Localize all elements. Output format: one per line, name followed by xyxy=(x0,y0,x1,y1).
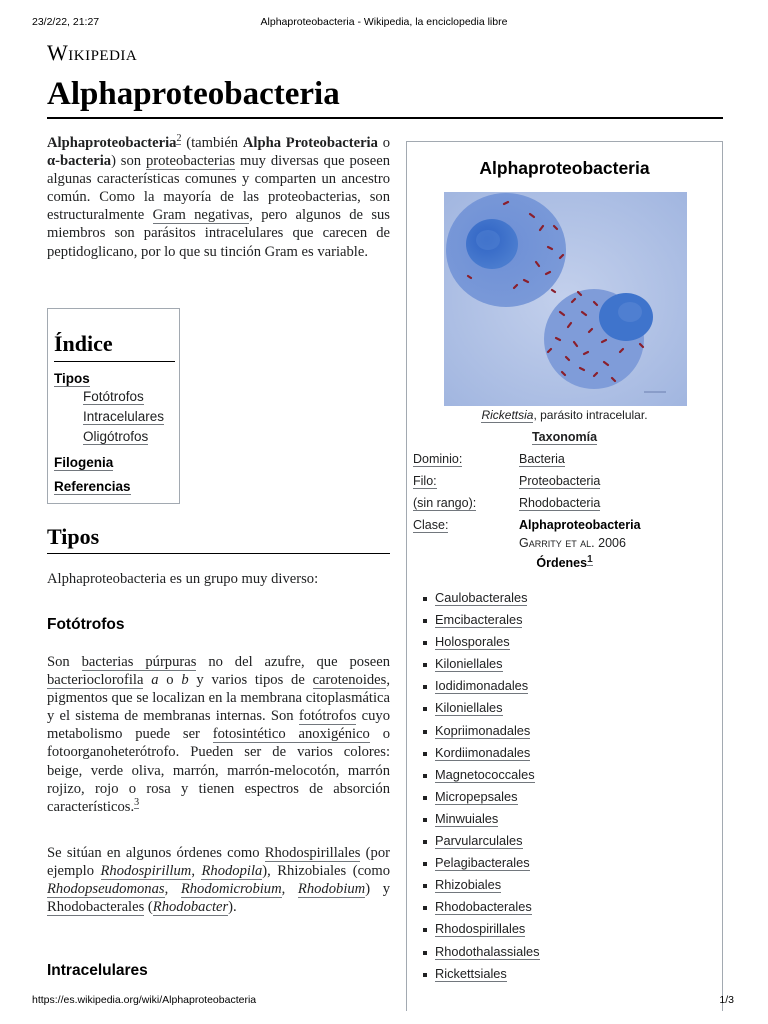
toc-item-tipos[interactable]: Tipos xyxy=(54,371,90,386)
text: o xyxy=(377,135,390,151)
taxobox-title: Alphaproteobacteria xyxy=(479,158,650,178)
text: o fotoorganoheterótrofo. Pueden ser de varios colores: beige, verde oliva, marrón, marrón-melocotón, marrón rojizo, rojo o rosa y tienen espectros de absorción característicos. xyxy=(47,726,390,815)
orders-list xyxy=(423,590,540,988)
print-date: 23/2/22, 21:27 xyxy=(32,16,100,28)
order-link[interactable]: Emcibacterales xyxy=(435,612,523,628)
order-list-item xyxy=(423,966,540,988)
text: no del azufre, que poseen xyxy=(196,654,390,670)
toc-title: Índice xyxy=(54,331,113,356)
print-footer xyxy=(0,994,768,1008)
intro-paragraph xyxy=(47,134,390,261)
link-proteobacterias[interactable]: proteobacterias xyxy=(145,153,236,170)
taxonomy-row xyxy=(407,518,722,538)
link-fototrofos[interactable]: fotótrofos xyxy=(298,708,357,725)
alt-name: Alpha Proteobacteria xyxy=(242,135,378,151)
fototrofos-paragraph-2 xyxy=(47,844,390,916)
order-link[interactable]: Caulobacterales xyxy=(435,590,528,605)
text: o xyxy=(158,672,182,689)
toc-item-oligotrofos[interactable]: Oligótrofos xyxy=(83,429,149,444)
taxonomy-rank[interactable]: (sin rango): xyxy=(413,496,477,510)
text: ), Rhizobiales (como xyxy=(262,863,390,880)
text-italic: a xyxy=(151,672,159,689)
print-page-title: Alphaproteobacteria - Wikipedia, la enciclopedia libre xyxy=(260,16,508,28)
link-rhodopseudomonas[interactable]: Rhodopseudomonas xyxy=(47,881,165,898)
order-list-item xyxy=(423,944,540,966)
order-list-item xyxy=(423,789,540,811)
fototrofos-paragraph-1 xyxy=(47,653,390,816)
taxonomy-value-current: Alphaproteobacteria xyxy=(519,518,641,532)
order-list-item xyxy=(423,700,540,722)
caption-italic[interactable]: Rickettsia xyxy=(481,408,534,422)
order-list-item xyxy=(423,723,540,745)
link-rhodospirillales[interactable]: Rhodospirillales xyxy=(264,845,361,861)
orders-heading-text: Órdenes xyxy=(536,556,588,570)
taxonomy-heading xyxy=(407,430,722,444)
tipos-paragraph: Alphaproteobacteria es un grupo muy diverso: xyxy=(47,571,319,587)
toc-item-referencias[interactable]: Referencias xyxy=(54,479,131,494)
order-list-item xyxy=(423,767,540,789)
text: , xyxy=(164,881,181,898)
order-list-item xyxy=(423,612,540,634)
text: muy diversas que poseen algunas características comunes y comparten un ancestro común. Como la mayoría de las proteobacterias, son estructuralmente xyxy=(47,153,390,224)
wikipedia-wordmark[interactable] xyxy=(47,40,137,66)
ref-link[interactable]: 1 xyxy=(587,553,593,565)
text: ) son xyxy=(111,153,146,170)
taxonomy-row xyxy=(407,452,722,472)
order-link[interactable]: Kiloniellales xyxy=(435,656,503,672)
order-list-item xyxy=(423,678,540,700)
order-link[interactable]: Holosporales xyxy=(435,634,510,650)
taxonomy-value[interactable]: Proteobacteria xyxy=(519,474,601,488)
text: ( xyxy=(144,899,153,916)
order-link[interactable]: Magnetococcales xyxy=(435,766,535,782)
taxonomy-row xyxy=(407,496,722,516)
link-fotosintetico-anoxigenico[interactable]: fotosintético anoxigénico xyxy=(212,726,370,743)
table-of-contents xyxy=(47,308,180,504)
taxonomy-value[interactable]: Rhodobacteria xyxy=(519,496,601,510)
intro-term: Alphaproteobacteria xyxy=(47,135,177,151)
text: Se sitúan en algunos órdenes como xyxy=(47,845,265,861)
text: ). xyxy=(228,899,237,916)
print-page-number: 1/3 xyxy=(719,994,734,1006)
text: , xyxy=(281,881,298,898)
toc-item-fototrofos[interactable]: Fotótrofos xyxy=(83,389,144,404)
wordmark-text: Wikipedia xyxy=(47,40,138,65)
ref-link[interactable]: 3 xyxy=(134,796,140,808)
link-rhodobacter[interactable]: Rhodobacter xyxy=(152,899,229,916)
taxonomy-rank[interactable]: Dominio: xyxy=(413,452,463,466)
text: , pero algunos de sus miembros son parásitos intracelulares que carecen de peptidoglicano, por lo que su tinción Gram es variable. xyxy=(47,207,390,260)
taxonomy-value[interactable]: Bacteria xyxy=(519,452,565,466)
order-link[interactable]: Rickettsiales xyxy=(435,965,507,981)
order-list-item xyxy=(423,833,540,855)
order-link[interactable]: Kordiimonadales xyxy=(435,744,531,760)
toc-divider xyxy=(54,361,175,362)
link-rhodobacterales[interactable]: Rhodobacterales xyxy=(47,899,145,916)
link-rhodospirillum[interactable]: Rhodospirillum xyxy=(100,863,192,880)
toc-item-intracelulares[interactable]: Intracelulares xyxy=(83,409,165,424)
order-link[interactable]: Kopriimonadales xyxy=(435,722,531,738)
order-list-item xyxy=(423,745,540,767)
link-bacterioclorofila[interactable]: bacterioclorofila xyxy=(47,672,144,689)
link-carotenoides[interactable]: carotenoides xyxy=(312,672,387,689)
taxonomy-link[interactable]: Taxonomía xyxy=(531,430,598,444)
print-header xyxy=(0,16,768,30)
taxobox-caption xyxy=(407,408,722,422)
order-list-item xyxy=(423,811,540,833)
title-divider xyxy=(47,117,723,119)
section-divider xyxy=(47,553,390,554)
order-list-item xyxy=(423,656,540,678)
link-rhodomicrobium[interactable]: Rhodomicrobium xyxy=(180,881,282,898)
order-link[interactable]: Rhizobiales xyxy=(435,877,502,893)
text: (también xyxy=(181,135,243,151)
order-link[interactable]: Rhodothalassiales xyxy=(435,943,540,959)
rickettsia-micrograph-image[interactable] xyxy=(444,192,687,406)
ref-link[interactable]: 2 xyxy=(176,133,182,145)
order-link[interactable]: Rhodobacterales xyxy=(435,899,532,915)
order-list-item xyxy=(423,634,540,656)
subsection-heading-intracelulares: Intracelulares xyxy=(47,962,148,979)
order-link[interactable]: Parvularculales xyxy=(435,833,523,849)
section-heading-tipos: Tipos xyxy=(47,524,100,549)
order-link[interactable]: Minwuiales xyxy=(435,810,499,826)
orders-heading xyxy=(407,553,722,570)
taxonomy-rank[interactable]: Clase: xyxy=(413,518,449,532)
order-link[interactable]: Pelagibacterales xyxy=(435,855,530,871)
order-list-item xyxy=(423,899,540,921)
text: ) y xyxy=(365,881,391,898)
order-list-item xyxy=(423,921,540,943)
text: , xyxy=(191,863,202,880)
taxonomy-rank[interactable]: Filo: xyxy=(413,474,437,488)
text: , pigmentos que se localizan en la membrana citoplasmática y el sistema de membranas internas. Son xyxy=(47,672,390,725)
text: (por ejemplo xyxy=(47,845,390,880)
text: y varios tipos de xyxy=(188,672,313,689)
link-bacterias-purpuras[interactable]: bacterias púrpuras xyxy=(81,654,197,670)
taxobox xyxy=(406,141,723,1011)
link-rhodopila[interactable]: Rhodopila xyxy=(201,863,263,880)
alt-name: α-bacteria xyxy=(47,153,112,170)
order-list-item xyxy=(423,877,540,899)
caption-text: , parásito intracelular. xyxy=(533,408,648,422)
link-rhodobium[interactable]: Rhodobium xyxy=(297,881,366,898)
taxonomy-authority: Garrity et al. 2006 xyxy=(519,536,626,550)
order-link[interactable]: Rhodospirillales xyxy=(435,921,526,937)
order-list-item xyxy=(423,855,540,877)
subsection-heading-fototrofos: Fotótrofos xyxy=(47,616,125,633)
order-link[interactable]: Micropepsales xyxy=(435,788,518,804)
taxonomy-row xyxy=(407,474,722,494)
toc-item-filogenia[interactable]: Filogenia xyxy=(54,455,114,470)
order-link[interactable]: Kiloniellales xyxy=(435,700,503,716)
text: Son xyxy=(47,654,82,670)
order-list-item xyxy=(423,590,540,612)
text: cuyo metabolismo puede ser xyxy=(47,708,390,743)
page-title: Alphaproteobacteria xyxy=(47,76,340,112)
print-url: https://es.wikipedia.org/wiki/Alphaproteobacteria xyxy=(32,994,257,1006)
order-link[interactable]: Iodidimonadales xyxy=(435,678,529,694)
text-italic: b xyxy=(181,672,189,689)
link-gram-negativas[interactable]: Gram negativas xyxy=(152,207,250,224)
